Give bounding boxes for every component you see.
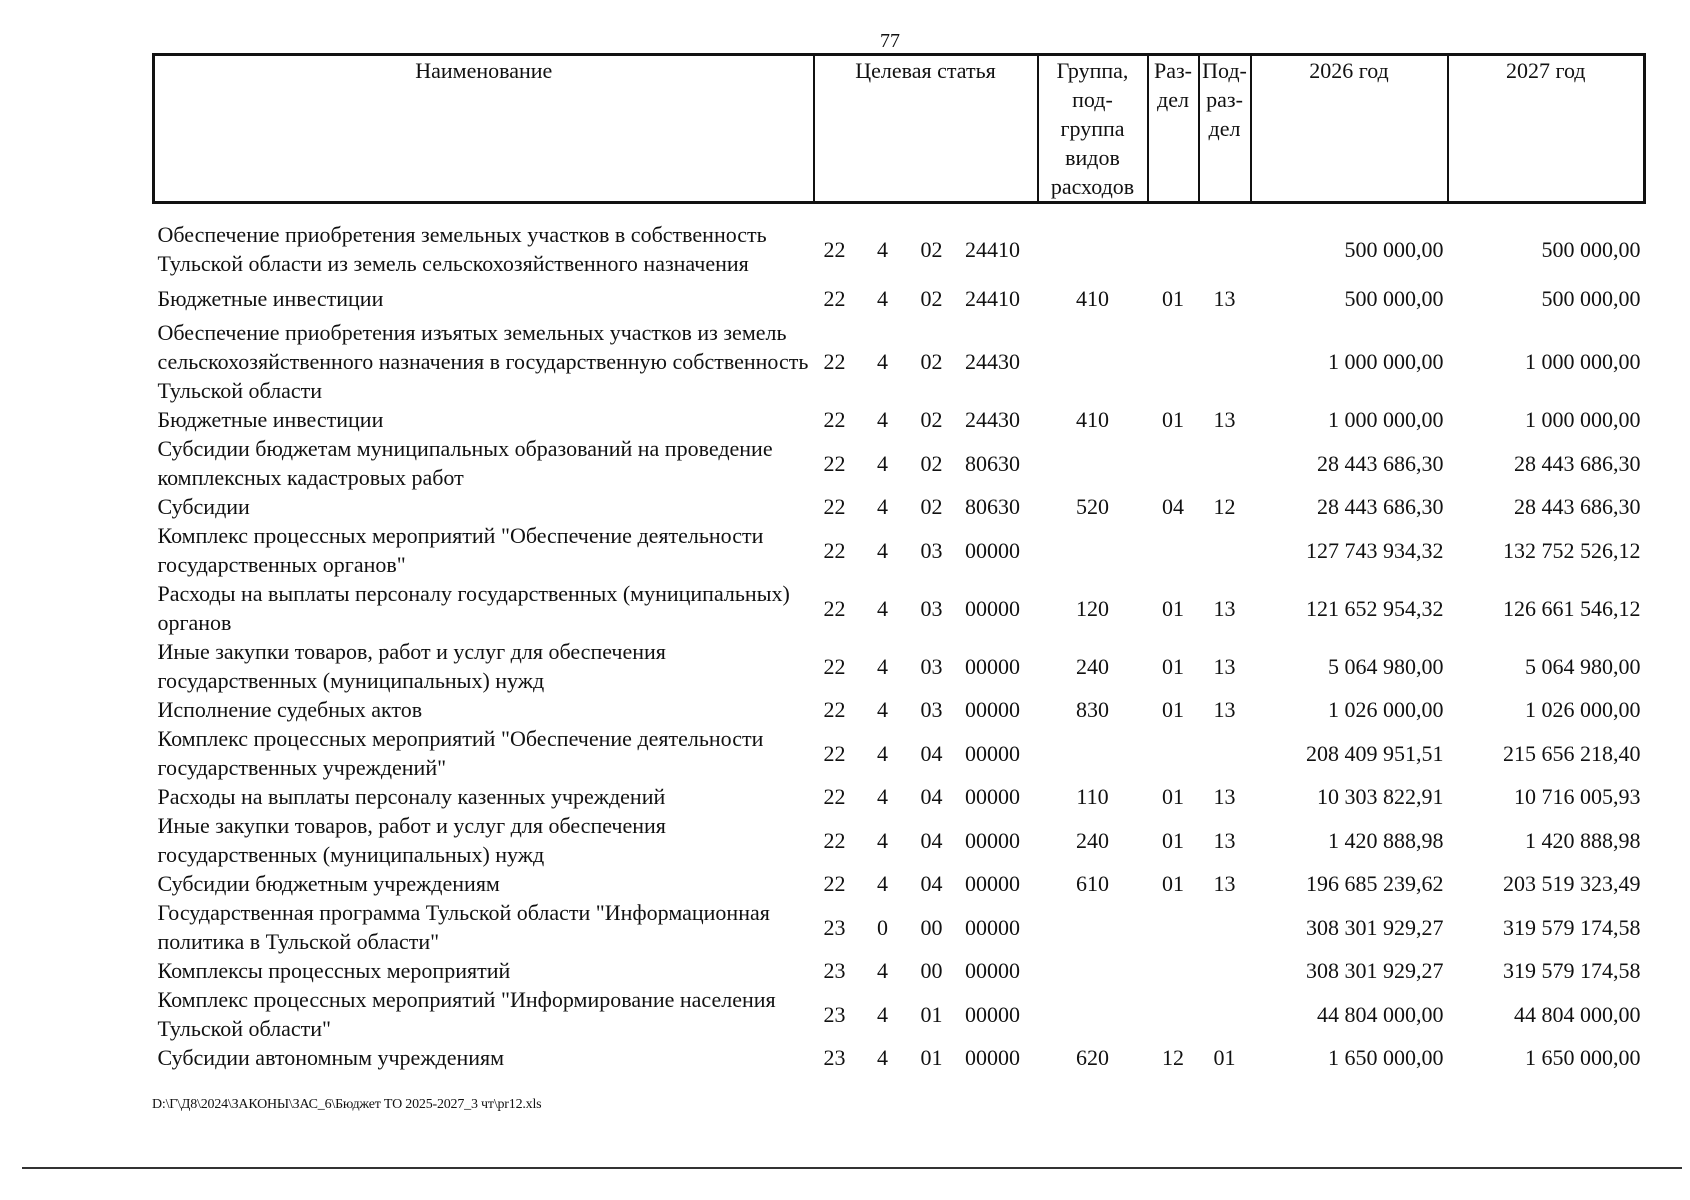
target-program-code: 22: [823, 236, 846, 262]
row-razdel: [1148, 898, 1199, 956]
row-amount-2027: 28 443 686,30: [1514, 494, 1641, 519]
row-name: Обеспечение приобретения земельных участков в собственность Тульской области из земель сельскохозяйственного назначения: [157, 222, 767, 276]
target-program-code: 23: [823, 958, 846, 983]
target-subtype-code: 03: [920, 653, 943, 679]
row-razdel: [1148, 956, 1199, 985]
row-amount-2027: 1 000 000,00: [1525, 407, 1641, 432]
row-amount-2027: 1 026 000,00: [1525, 697, 1641, 722]
row-amount-2026: 121 652 954,32: [1306, 595, 1444, 621]
target-article-parts: [814, 1000, 1038, 1029]
target-program-code: 22: [823, 871, 846, 896]
row-podrazdel: 01: [1213, 1045, 1236, 1070]
row-amount-2027: 500 000,00: [1541, 285, 1641, 311]
row-target-article: [814, 985, 1038, 1043]
target-subtype-code: 02: [920, 236, 943, 262]
target-program-code: 22: [823, 697, 846, 722]
budget-table: [152, 53, 1646, 1072]
row-name: Комплекс процессных мероприятий "Обеспечение деятельности государственных органов": [157, 523, 764, 577]
row-amount-2026: 500 000,00: [1344, 285, 1444, 311]
target-type-code: 4: [877, 784, 888, 809]
row-expense-group: [1038, 521, 1148, 579]
target-article-parts: [814, 652, 1038, 681]
target-program-code: 22: [823, 653, 846, 679]
row-amount-2026: 196 685 239,62: [1306, 871, 1444, 896]
table-row: [154, 405, 1645, 434]
row-amount-2026: 28 443 686,30: [1317, 450, 1444, 476]
target-direction-code: 80630: [965, 450, 1020, 476]
row-expense-group: 240: [1076, 653, 1109, 679]
row-name: Субсидии бюджетным учреждениям: [157, 871, 500, 896]
target-type-code: 4: [877, 958, 888, 983]
row-podrazdel: [1199, 318, 1251, 405]
row-amount-2026: 1 026 000,00: [1328, 697, 1444, 722]
target-article-parts: [814, 1043, 1038, 1072]
target-program-code: 22: [823, 740, 846, 766]
row-podrazdel: [1199, 956, 1251, 985]
row-razdel: [1148, 434, 1199, 492]
target-direction-code: 24430: [965, 407, 1020, 432]
row-target-article: [814, 579, 1038, 637]
target-subtype-code: 02: [920, 407, 943, 432]
row-amount-2026: 1 000 000,00: [1328, 349, 1444, 374]
row-amount-2027: 319 579 174,58: [1503, 958, 1641, 983]
row-razdel: 01: [1162, 697, 1184, 722]
row-amount-2027: 126 661 546,12: [1503, 595, 1641, 621]
target-subtype-code: 02: [920, 349, 943, 374]
row-podrazdel: 13: [1213, 871, 1236, 896]
row-target-article: [814, 434, 1038, 492]
header-razdel: Раз- дел: [1148, 55, 1199, 203]
row-razdel: [1148, 220, 1199, 278]
target-program-code: 22: [823, 285, 846, 311]
target-type-code: 4: [877, 450, 888, 476]
row-razdel: 01: [1162, 784, 1184, 809]
target-type-code: 4: [877, 236, 888, 262]
target-subtype-code: 04: [920, 740, 943, 766]
target-subtype-code: 03: [920, 595, 943, 621]
row-amount-2027: 215 656 218,40: [1503, 740, 1641, 766]
row-name: Обеспечение приобретения изъятых земельных участков из земель сельскохозяйственного назначения в государственную собственность Тульской области: [157, 320, 809, 403]
row-podrazdel: 13: [1213, 595, 1236, 621]
target-program-code: 22: [823, 784, 846, 809]
target-direction-code: 00000: [965, 595, 1020, 621]
header-target-article: Целевая статья: [814, 55, 1038, 203]
target-direction-code: 00000: [965, 740, 1020, 766]
target-program-code: 22: [823, 827, 846, 853]
row-target-article: [814, 492, 1038, 521]
row-target-article: [814, 1043, 1038, 1072]
target-subtype-code: 01: [920, 1001, 943, 1027]
row-razdel: 01: [1162, 407, 1184, 432]
target-program-code: 22: [823, 494, 846, 519]
row-amount-2027: 5 064 980,00: [1525, 653, 1641, 679]
row-expense-group: [1038, 985, 1148, 1043]
row-expense-group: 620: [1076, 1045, 1109, 1070]
row-target-article: [814, 898, 1038, 956]
table-row: [154, 985, 1645, 1043]
row-razdel: [1148, 985, 1199, 1043]
target-program-code: 22: [823, 595, 846, 621]
row-podrazdel: [1199, 898, 1251, 956]
row-amount-2027: 1 650 000,00: [1525, 1045, 1641, 1070]
target-program-code: 22: [823, 407, 846, 432]
target-direction-code: 00000: [965, 914, 1020, 940]
row-target-article: [814, 637, 1038, 695]
row-target-article: [814, 869, 1038, 898]
row-expense-group: 610: [1076, 871, 1109, 896]
header-year-2026: 2026 год: [1251, 55, 1448, 203]
row-expense-group: [1038, 220, 1148, 278]
row-amount-2027: 319 579 174,58: [1503, 914, 1641, 940]
target-program-code: 23: [823, 1001, 846, 1027]
row-amount-2026: 1 420 888,98: [1328, 827, 1444, 853]
page-bottom-rule: [22, 1167, 1682, 1169]
row-razdel: 04: [1162, 494, 1184, 519]
target-type-code: 4: [877, 653, 888, 679]
row-razdel: [1148, 724, 1199, 782]
table-row: [154, 782, 1645, 811]
table-row: [154, 1043, 1645, 1072]
row-podrazdel: 13: [1213, 827, 1236, 853]
row-podrazdel: 12: [1213, 494, 1236, 519]
target-type-code: 4: [877, 595, 888, 621]
table-row: [154, 579, 1645, 637]
target-direction-code: 00000: [965, 1045, 1020, 1070]
target-subtype-code: 04: [920, 871, 943, 896]
row-expense-group: [1038, 898, 1148, 956]
target-type-code: 4: [877, 494, 888, 519]
row-podrazdel: [1199, 724, 1251, 782]
target-type-code: 4: [877, 1001, 888, 1027]
row-amount-2027: 132 752 526,12: [1503, 537, 1641, 563]
page-number: 77: [880, 30, 900, 52]
target-direction-code: 24410: [965, 236, 1020, 262]
row-amount-2026: 208 409 951,51: [1306, 740, 1444, 766]
row-expense-group: 830: [1076, 697, 1109, 722]
row-amount-2026: 1 000 000,00: [1328, 407, 1444, 432]
target-type-code: 4: [877, 349, 888, 374]
target-type-code: 4: [877, 740, 888, 766]
table-row: [154, 695, 1645, 724]
row-target-article: [814, 956, 1038, 985]
table-row: [154, 811, 1645, 869]
row-podrazdel: 13: [1213, 285, 1236, 311]
table-row: [154, 220, 1645, 278]
row-razdel: [1148, 318, 1199, 405]
row-amount-2026: 1 650 000,00: [1328, 1045, 1444, 1070]
row-amount-2027: 1 420 888,98: [1525, 827, 1641, 853]
row-podrazdel: 13: [1213, 784, 1236, 809]
row-podrazdel: [1199, 434, 1251, 492]
target-article-parts: [814, 235, 1038, 264]
row-expense-group: 110: [1076, 784, 1109, 809]
row-amount-2027: 28 443 686,30: [1514, 450, 1641, 476]
row-expense-group: 120: [1076, 595, 1109, 621]
row-target-article: [814, 278, 1038, 318]
target-article-parts: [814, 956, 1038, 985]
row-razdel: 01: [1162, 285, 1184, 311]
row-amount-2026: 127 743 934,32: [1306, 537, 1444, 563]
target-direction-code: 00000: [965, 653, 1020, 679]
header-row: [154, 55, 1645, 203]
row-amount-2026: 10 303 822,91: [1317, 784, 1444, 809]
target-program-code: 23: [823, 914, 846, 940]
row-podrazdel: [1199, 220, 1251, 278]
row-amount-2027: 500 000,00: [1541, 236, 1641, 262]
header-spacer: [154, 203, 1645, 221]
target-subtype-code: 02: [920, 494, 943, 519]
target-article-parts: [814, 449, 1038, 478]
target-program-code: 22: [823, 537, 846, 563]
row-expense-group: 240: [1076, 827, 1109, 853]
row-name: Расходы на выплаты персоналу государственных (муниципальных) органов: [157, 581, 790, 635]
target-direction-code: 00000: [965, 537, 1020, 563]
row-amount-2027: 203 519 323,49: [1503, 871, 1641, 896]
target-article-parts: [814, 405, 1038, 434]
row-name: Расходы на выплаты персоналу казенных учреждений: [157, 784, 666, 809]
table-row: [154, 956, 1645, 985]
target-article-parts: [814, 594, 1038, 623]
row-razdel: 01: [1162, 827, 1184, 853]
target-direction-code: 00000: [965, 827, 1020, 853]
row-podrazdel: 13: [1213, 407, 1236, 432]
row-expense-group: 520: [1076, 494, 1109, 519]
row-razdel: [1148, 521, 1199, 579]
table-row: [154, 898, 1645, 956]
target-article-parts: [814, 536, 1038, 565]
row-name: Иные закупки товаров, работ и услуг для обеспечения государственных (муниципальных) нужд: [157, 639, 666, 693]
target-subtype-code: 04: [920, 784, 943, 809]
row-amount-2026: 28 443 686,30: [1317, 494, 1444, 519]
footer-file-path: D:\Г\Д8\2024\ЗАКОНЫ\ЗАС_6\Бюджет ТО 2025-2027_3 чт\pr12.xls: [152, 1097, 542, 1112]
target-direction-code: 00000: [965, 697, 1020, 722]
row-expense-group: 410: [1076, 407, 1109, 432]
target-program-code: 22: [823, 450, 846, 476]
table-body: [154, 203, 1645, 1073]
row-razdel: 01: [1162, 871, 1184, 896]
table-row: [154, 637, 1645, 695]
row-expense-group: [1038, 434, 1148, 492]
target-subtype-code: 03: [920, 537, 943, 563]
target-article-parts: [814, 869, 1038, 898]
target-type-code: 0: [877, 914, 888, 940]
target-subtype-code: 00: [920, 958, 943, 983]
target-article-parts: [814, 492, 1038, 521]
row-amount-2026: 308 301 929,27: [1306, 914, 1444, 940]
target-subtype-code: 02: [920, 450, 943, 476]
row-razdel: 01: [1162, 595, 1184, 621]
row-razdel: 12: [1162, 1045, 1184, 1070]
row-target-article: [814, 695, 1038, 724]
row-name: Субсидии автономным учреждениям: [157, 1045, 505, 1070]
header-podrazdel: Под- раз- дел: [1199, 55, 1251, 203]
table-row: [154, 869, 1645, 898]
table-header: [154, 55, 1645, 203]
row-razdel: 01: [1162, 653, 1184, 679]
row-target-article: [814, 782, 1038, 811]
row-expense-group: [1038, 724, 1148, 782]
row-name: Комплексы процессных мероприятий: [157, 958, 511, 983]
target-program-code: 22: [823, 349, 846, 374]
table-row: [154, 434, 1645, 492]
row-expense-group: [1038, 956, 1148, 985]
row-podrazdel: 13: [1213, 653, 1236, 679]
row-name: Бюджетные инвестиции: [157, 285, 384, 311]
row-target-article: [814, 724, 1038, 782]
header-name: Наименование: [154, 55, 814, 203]
table-row: [154, 724, 1645, 782]
target-article-parts: [814, 739, 1038, 768]
row-name: Комплекс процессных мероприятий "Информирование населения Тульской области": [157, 987, 776, 1041]
target-subtype-code: 03: [920, 697, 943, 722]
row-name: Государственная программа Тульской области "Информационная политика в Тульской области": [157, 900, 770, 954]
target-article-parts: [814, 782, 1038, 811]
table-row: [154, 278, 1645, 318]
target-direction-code: 00000: [965, 1001, 1020, 1027]
target-program-code: 23: [823, 1045, 846, 1070]
target-article-parts: [814, 347, 1038, 376]
row-name: Исполнение судебных актов: [157, 697, 423, 722]
target-type-code: 4: [877, 537, 888, 563]
target-subtype-code: 02: [920, 285, 943, 311]
row-amount-2027: 10 716 005,93: [1514, 784, 1641, 809]
target-article-parts: [814, 913, 1038, 942]
row-podrazdel: [1199, 985, 1251, 1043]
target-article-parts: [814, 826, 1038, 855]
row-amount-2026: 44 804 000,00: [1317, 1001, 1444, 1027]
row-expense-group: [1038, 318, 1148, 405]
target-direction-code: 80630: [965, 494, 1020, 519]
row-podrazdel: [1199, 521, 1251, 579]
target-type-code: 4: [877, 285, 888, 311]
row-amount-2026: 308 301 929,27: [1306, 958, 1444, 983]
target-type-code: 4: [877, 871, 888, 896]
row-amount-2026: 5 064 980,00: [1328, 653, 1444, 679]
target-subtype-code: 00: [920, 914, 943, 940]
row-target-article: [814, 405, 1038, 434]
row-name: Субсидии: [157, 494, 250, 519]
row-podrazdel: 13: [1213, 697, 1236, 722]
row-target-article: [814, 811, 1038, 869]
budget-sheet: [152, 53, 1643, 1072]
row-amount-2026: 500 000,00: [1344, 236, 1444, 262]
target-type-code: 4: [877, 697, 888, 722]
row-target-article: [814, 318, 1038, 405]
target-type-code: 4: [877, 1045, 888, 1070]
target-direction-code: 24430: [965, 349, 1020, 374]
row-name: Бюджетные инвестиции: [157, 407, 384, 432]
row-name: Иные закупки товаров, работ и услуг для обеспечения государственных (муниципальных) нужд: [157, 813, 666, 867]
header-year-2027: 2027 год: [1448, 55, 1645, 203]
target-type-code: 4: [877, 827, 888, 853]
table-row: [154, 492, 1645, 521]
row-amount-2027: 44 804 000,00: [1514, 1001, 1641, 1027]
header-expense-group: Группа, под- группа видов расходов: [1038, 55, 1148, 203]
target-article-parts: [814, 695, 1038, 724]
target-subtype-code: 01: [920, 1045, 943, 1070]
target-direction-code: 24410: [965, 285, 1020, 311]
row-expense-group: 410: [1076, 285, 1109, 311]
row-name: Субсидии бюджетам муниципальных образований на проведение комплексных кадастровых работ: [157, 436, 773, 490]
target-direction-code: 00000: [965, 784, 1020, 809]
target-direction-code: 00000: [965, 871, 1020, 896]
row-amount-2027: 1 000 000,00: [1525, 349, 1641, 374]
target-direction-code: 00000: [965, 958, 1020, 983]
target-type-code: 4: [877, 407, 888, 432]
table-row: [154, 521, 1645, 579]
row-name: Комплекс процессных мероприятий "Обеспечение деятельности государственных учреждений": [157, 726, 764, 780]
target-subtype-code: 04: [920, 827, 943, 853]
row-target-article: [814, 521, 1038, 579]
target-article-parts: [814, 284, 1038, 313]
table-row: [154, 318, 1645, 405]
row-target-article: [814, 220, 1038, 278]
